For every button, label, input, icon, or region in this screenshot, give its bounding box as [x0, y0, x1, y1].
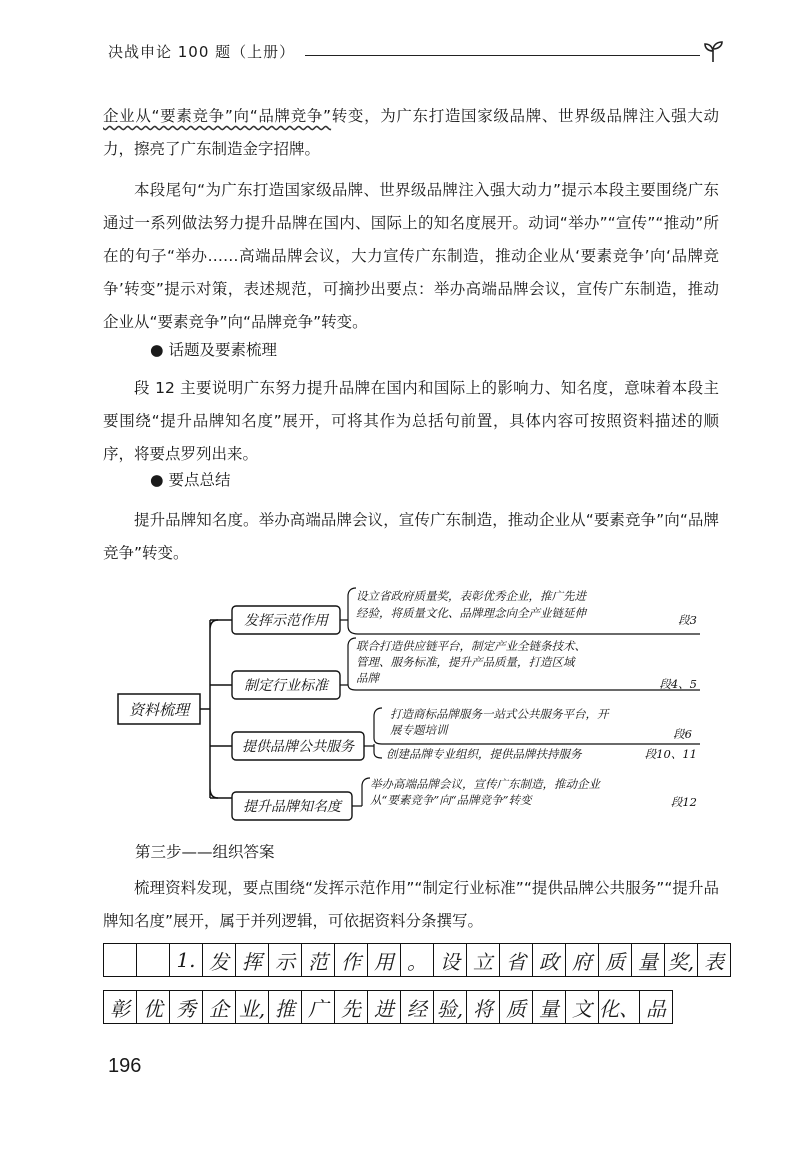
step-three-heading: 第三步——组织答案 — [135, 843, 275, 861]
grid-cell: 企 — [203, 991, 236, 1024]
section-heading-summary: ● 要点总结 — [150, 471, 231, 489]
brace-connector — [200, 620, 218, 798]
grid-cell: 进 — [368, 991, 401, 1024]
sprout-icon — [700, 38, 726, 64]
grid-cell: 范 — [302, 944, 335, 977]
grid-cell: 立 — [467, 944, 500, 977]
branch-label-2: 制定行业标准 — [244, 678, 328, 694]
analysis-paragraph: 本段尾句“为广东打造国家级品牌、世界级品牌注入强大动力”提示本段主要围绕广东通过一系列做法努力提升品牌在国内、国际上的知名度展开。动词“举办”“宣传”“推动”所在的句子“举办……高端品牌会议，大力宣传广东制造，推动企业从‘要素竞争’向‘品牌竞争’转变”提示对策，表述规范，可摘抄出要点：举办高端品牌会议，宣传广东制造，推动企业从“要素竞争”向“品牌竞争”转变。 — [103, 181, 719, 331]
grid-cell: 将 — [467, 991, 500, 1024]
branch-1-ref: 段3 — [678, 613, 697, 627]
paragraph-1 — [103, 100, 719, 166]
page-number: 196 — [108, 1055, 142, 1077]
branch-4-line-2: 从“要素竞争”向“品牌竞争”转变 — [370, 793, 532, 807]
grid-cell: 秀 — [170, 991, 203, 1024]
grid-cell: 文 — [566, 991, 599, 1024]
branch-4-ref: 段12 — [670, 795, 697, 809]
mind-map-diagram — [100, 580, 710, 830]
grid-cell: 业, — [236, 991, 269, 1024]
grid-cell: 1. — [170, 944, 203, 977]
branch-3a-line-1: 打造商标品牌服务一站式公共服务平台，开 — [390, 707, 609, 721]
grid-cell: 品 — [640, 991, 673, 1024]
grid-cell: 验, — [434, 991, 467, 1024]
grid-cell: 奖, — [665, 944, 698, 977]
answer-grid-row-2 — [103, 990, 673, 1024]
grid-cell: 用 — [368, 944, 401, 977]
grid-cell: 表 — [698, 944, 731, 977]
branch-2-line-1: 联合打造供应链平台，制定产业全链条技术、 — [356, 639, 586, 653]
grid-cell: 发 — [203, 944, 236, 977]
grid-cell: 质 — [599, 944, 632, 977]
organize-paragraph: 梳理资料发现，要点围绕“发挥示范作用”“制定行业标准”“提供品牌公共服务”“提升品牌知名度”展开，属于并列逻辑，可依据资料分条撰写。 — [103, 879, 719, 930]
topic-paragraph: 段 12 主要说明广东努力提升品牌在国内和国际上的影响力、知名度，意味着本段主要围绕“提升品牌知名度”展开，可将其作为总括句前置，具体内容可按照资料描述的顺序，将要点罗列出来。 — [103, 379, 719, 463]
branch-2-line-2: 管理、服务标准，提升产品质量，打造区域 — [356, 655, 575, 669]
branch-label-3: 提供品牌公共服务 — [242, 739, 354, 755]
grid-cell — [137, 944, 170, 977]
answer-grid-row-1 — [103, 943, 731, 977]
summary-paragraph: 提升品牌知名度。举办高端品牌会议，宣传广东制造，推动企业从“要素竞争”向“品牌竞争”转变。 — [103, 511, 719, 562]
grid-cell: 优 — [137, 991, 170, 1024]
branch-3a-line-2: 展专题培训 — [390, 723, 448, 737]
branch-3a-ref: 段6 — [673, 727, 692, 741]
branch-4-line-1: 举办高端品牌会议，宣传广东制造，推动企业 — [370, 777, 600, 791]
section-heading-topics: ● 话题及要素梳理 — [150, 341, 277, 359]
grid-cell: 彰 — [104, 991, 137, 1024]
grid-cell: 推 — [269, 991, 302, 1024]
grid-cell: 省 — [500, 944, 533, 977]
grid-cell: 。 — [401, 944, 434, 977]
grid-cell: 量 — [533, 991, 566, 1024]
branch-1-line-1: 设立省政府质量奖，表彰优秀企业，推广先进 — [356, 589, 586, 603]
running-header: 决战申论 100 题（上册） — [108, 43, 296, 61]
highlighted-phrase: 企业从“要素竞争”向“品牌竞争” — [103, 107, 332, 125]
grid-cell: 府 — [566, 944, 599, 977]
branch-3b-ref: 段10、11 — [644, 747, 697, 761]
grid-cell: 先 — [335, 991, 368, 1024]
paragraph-1-text: 转变，为广东打造国家级品牌、世界级品牌注入强大动力，擦亮了广东制造金字招牌。 — [103, 107, 719, 158]
grid-cell: 设 — [434, 944, 467, 977]
grid-cell — [104, 944, 137, 977]
grid-cell: 化、 — [599, 991, 640, 1024]
branch-label-1: 发挥示范作用 — [244, 613, 328, 629]
branch-2-ref: 段4、5 — [659, 677, 697, 691]
branch-2-line-3: 品牌 — [356, 671, 379, 685]
grid-cell: 量 — [632, 944, 665, 977]
branch-1-line-2: 经验，将质量文化、品牌理念向全产业链延伸 — [356, 606, 586, 620]
grid-cell: 挥 — [236, 944, 269, 977]
branch-label-4: 提升品牌知名度 — [243, 799, 341, 815]
grid-cell: 作 — [335, 944, 368, 977]
grid-cell: 广 — [302, 991, 335, 1024]
grid-cell: 质 — [500, 991, 533, 1024]
grid-cell: 示 — [269, 944, 302, 977]
header-rule — [305, 55, 700, 56]
grid-cell: 政 — [533, 944, 566, 977]
grid-cell: 经 — [401, 991, 434, 1024]
root-label: 资料梳理 — [128, 701, 190, 719]
branch-3b-line-1: 创建品牌专业组织，提供品牌扶持服务 — [386, 747, 582, 761]
